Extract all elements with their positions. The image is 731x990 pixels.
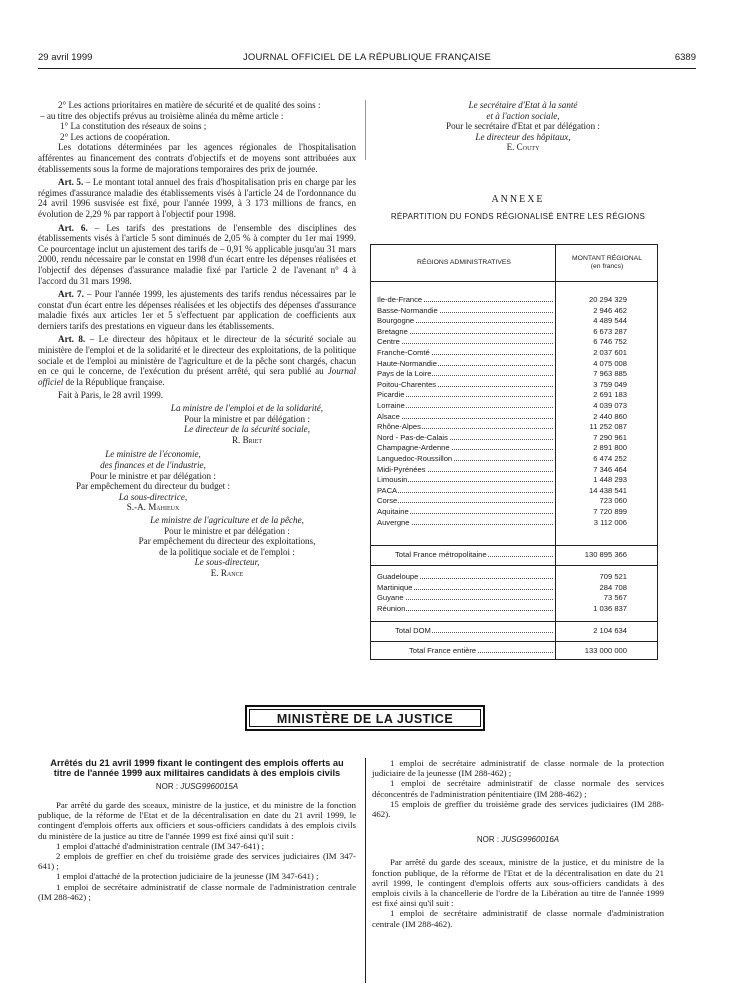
nor-code: JUSG9960015A: [180, 781, 239, 791]
bottom-right-column: [372, 758, 664, 929]
table-row: [371, 422, 657, 432]
row-value: 7 290 961: [593, 432, 627, 442]
signature-line: Pour le ministre et par délégation :: [164, 525, 290, 536]
signature-line: Par empêchement du directeur du budget :: [75, 481, 231, 492]
table-row: [371, 583, 657, 593]
row-label: [377, 422, 553, 431]
row-label-text: Total France entière: [409, 646, 477, 655]
row-label-text: Auvergne: [377, 517, 410, 527]
list-item: 1 emploi de secrétaire administratif de classe normale d'administration centrale (IM 288-462).: [372, 908, 664, 929]
row-label-text: Aquitaine: [377, 507, 409, 516]
row-label: [377, 507, 553, 516]
row-value: 20 294 329: [588, 295, 627, 304]
row-label-text: Corse: [377, 496, 398, 506]
table-row: [371, 486, 657, 496]
row-label: [409, 646, 553, 655]
list-item: 15 emplois de greffier du troisième grade des services judiciaires (IM 288-462).: [372, 798, 664, 820]
table-divider: [371, 621, 657, 622]
row-label: [377, 327, 553, 336]
row-label-text: Martinique: [377, 582, 413, 592]
signature-name: S.-A. Mahieux: [126, 502, 180, 513]
row-value: 130 895 366: [584, 550, 627, 559]
table-header: [557, 255, 657, 271]
row-value: 14 438 541: [588, 485, 627, 495]
left-column: [38, 100, 356, 579]
row-label: [395, 550, 553, 559]
row-label: [377, 295, 553, 304]
table-divider: [371, 565, 657, 566]
signature-line: La ministre de l'emploi et de la solidarité,: [170, 403, 324, 414]
row-label-text: Picardie: [377, 390, 405, 400]
row-value: 7 720 899: [593, 507, 627, 516]
signature-line: de la politique sociale et de l'emploi :: [159, 546, 295, 557]
row-label: [377, 390, 553, 399]
paragraph: 2° Les actions prioritaires en matière de sécurité et de qualité des soins :: [58, 100, 321, 110]
nor-prefix: NOR :: [476, 835, 502, 845]
signature-block: [38, 515, 356, 579]
signature-name: E. Couty: [506, 142, 540, 153]
signature-line: Le directeur de la sécurité sociale,: [184, 424, 310, 435]
row-label: [377, 306, 553, 315]
row-label-text: PACA: [377, 485, 398, 495]
article-7: [38, 289, 356, 331]
table-row: [371, 359, 657, 369]
row-label: [377, 572, 553, 581]
row-value: 2 037 601: [593, 348, 627, 357]
signature-line: Le ministre de l'économie,: [105, 449, 201, 460]
ministry-banner: [245, 705, 485, 731]
row-value: 4 489 544: [593, 316, 627, 326]
row-label: [377, 518, 553, 527]
article-text: de la République française.: [63, 376, 165, 387]
table-row: [371, 443, 657, 453]
signature-line: Le ministre de l'agriculture et de la pêche,: [150, 514, 304, 525]
table-row: [371, 518, 657, 528]
signature-block: [372, 100, 664, 153]
row-label-text: Total France métropolitaine: [395, 550, 487, 559]
row-label: [377, 443, 553, 452]
article-text: – Le montant total annuel des frais d'hospitalisation pris en charge par les régimes d'assurance maladie des établissements visés à l'article 24 de l'ordonnance du 24 avril 1996 susvisée est fixé, pour l'année 1999, à 3 173 millions de francs, en évolution de 2,29 % par rapport à l'objectif pour 1998.: [38, 177, 356, 219]
section-heading: Arrêtés du 21 avril 1999 fixant le contingent des emplois offerts au titre de l'année 1999 aux militaires candidats à des emplois civils: [50, 758, 344, 779]
row-label-text: Haute-Normandie: [377, 358, 437, 368]
row-label: [377, 359, 553, 368]
row-value: 7 963 885: [593, 369, 627, 379]
row-value: 7 346 464: [593, 464, 627, 474]
paragraph: Par arrêté du garde des sceaux, ministre de la justice, et du ministre de la fonction publique, de la réforme de l'Etat et de la décentralisation en date du 21 avril 1999, le contingent d'emplois offerts aux sous-officiers candidats à des emplois civils à la chancellerie de l'ordre de la Libération au titre de l'année 1999 est fixé ainsi qu'il suit :: [372, 857, 664, 909]
table-row-total: [371, 646, 657, 656]
row-label-text: Limousin: [377, 475, 408, 485]
article-label: Art. 7.: [58, 289, 84, 300]
table-row: [371, 507, 657, 517]
row-value: 11 252 087: [589, 422, 627, 432]
signature-name: E. Rance: [210, 567, 244, 578]
paragraph: Les dotations déterminées par les agences régionales de l'hospitalisation afférentes au financement des contrats d'objectifs et de moyens sont attribuées aux établissements sous la forme de majorations temporaires des prix de journée.: [38, 142, 356, 174]
row-label-text: Total DOM: [395, 626, 431, 635]
signature-line: Le sous-directeur,: [194, 557, 260, 568]
list-item: 1 emploi de secrétaire administratif de classe normale de l'administration centrale (IM 288-462) ;: [38, 881, 356, 902]
row-label: [377, 593, 553, 602]
table-row: [371, 496, 657, 506]
bottom-left-column: [38, 758, 356, 902]
list-item: 1 emploi de secrétaire administratif de classe normale des services déconcentrés de l'administration pénitentiaire (IM 288-462) ;: [372, 778, 664, 799]
row-label: [377, 465, 553, 474]
row-value: 4 075 008: [593, 358, 627, 368]
signature-line: Pour la ministre et par délégation :: [184, 413, 310, 424]
table-header-label: MONTANT RÉGIONAL: [572, 255, 642, 262]
row-label-text: Nord - Pas-de-Calais: [377, 432, 448, 442]
list-item: 1 emploi d'attaché de la protection judiciaire de la jeunesse (IM 347-641) ;: [56, 871, 319, 882]
regional-fund-table: [370, 244, 658, 660]
nor-reference: [38, 782, 356, 792]
row-label: [377, 348, 553, 357]
row-label-text: Réunion: [377, 603, 406, 613]
row-value: 2 440 860: [593, 411, 627, 421]
list-item: 2° Les actions de coopération.: [60, 131, 170, 142]
right-column: [372, 100, 664, 153]
signature-line: Pour le ministre et par délégation :: [90, 470, 216, 481]
table-row: [371, 380, 657, 390]
row-label: [377, 412, 553, 421]
row-label-text: Guyane: [377, 593, 404, 603]
row-value: 2 891 800: [593, 443, 627, 453]
table-row: [371, 327, 657, 337]
article-label: Art. 5.: [58, 177, 84, 188]
row-label: [377, 454, 553, 463]
table-row-total-metro: [371, 550, 657, 560]
table-row: [371, 593, 657, 603]
page-header: [38, 50, 696, 66]
table-row: [371, 465, 657, 475]
article-label: Art. 6.: [58, 222, 88, 233]
annex-subtitle: RÉPARTITION DU FONDS RÉGIONALISÉ ENTRE LES RÉGIONS: [390, 212, 646, 221]
row-label-text: Ile-de-France: [377, 295, 423, 304]
ministry-title: MINISTÈRE DE LA JUSTICE: [276, 712, 454, 726]
row-label: [377, 475, 553, 484]
table-row: [371, 390, 657, 400]
article-text: Journal officiel: [38, 366, 356, 387]
row-value: 3 759 049: [593, 379, 627, 389]
row-label-text: Bretagne: [377, 326, 408, 336]
table-row: [371, 433, 657, 443]
list-item: 2 emplois de greffier en chef du troisième grade des services judiciaires (IM 347-641) ;: [38, 851, 356, 872]
annex-title: ANNEXE: [491, 194, 545, 205]
row-label-text: Basse-Normandie: [377, 305, 438, 315]
row-label: [377, 496, 553, 505]
row-value: 723 060: [599, 496, 627, 506]
article-6: [38, 223, 356, 287]
table-row: [371, 572, 657, 582]
row-value: 1 036 837: [593, 603, 627, 613]
header-date: 29 avril 1999: [38, 52, 93, 63]
nor-prefix: NOR :: [155, 781, 181, 791]
row-label-text: Lorraine: [377, 401, 405, 410]
nor-reference: [372, 835, 664, 845]
signature-line: Le directeur des hôpitaux,: [475, 131, 571, 142]
row-label-text: Bourgogne: [377, 316, 415, 326]
table-header: RÉGIONS ADMINISTRATIVES: [417, 259, 511, 266]
table-divider: [371, 545, 657, 546]
row-value: 709 521: [599, 572, 627, 581]
nor-code: JUSG9960016A: [501, 835, 560, 845]
article-text: – Pour l'année 1999, les ajustements des tarifs rendus nécessaires par le constat d'un écart entre les dépenses réalisées et les objectifs des dépenses d'assurance maladie fixés aux articles 1er et 5 s'effectuent par application de coefficients aux derniers tarifs des prestations en vigueur dans les établissements.: [38, 289, 357, 331]
row-value: 1 448 293: [593, 475, 627, 485]
row-label: [377, 486, 553, 495]
table-row: [371, 369, 657, 379]
row-label: [377, 604, 553, 613]
table-header-unit: (en francs): [590, 263, 624, 270]
table-row: [371, 475, 657, 485]
row-label: [395, 626, 553, 635]
paragraph: Par arrêté du garde des sceaux, ministre de la justice, et du ministre de la fonction publique, de la réforme de l'Etat et de la décentralisation en date du 21 avril 1999, le contingent d'emplois offerts aux officiers et sous-officiers candidats à des emplois civils du ministère de la justice au titre de l'année 1999 est fixé ainsi qu'il suit :: [38, 800, 356, 841]
column-divider: [365, 758, 366, 983]
article-text: – Le directeur des hôpitaux et le directeur de la sécurité sociale au ministère de l'emploi et de la solidarité et le directeur des exploitations, de la politique sociale et de l'emploi au ministère de l'agriculture et de la pêche sont chargés, chacun en ce qui le concerne, de l'exécution du présent arrêté, qui sera publié au: [38, 334, 357, 377]
row-label: [377, 401, 553, 410]
table-divider: [371, 281, 657, 282]
row-value: 2 104 634: [593, 626, 627, 635]
row-value: 73 567: [603, 593, 627, 603]
signature-line: La sous-directrice,: [118, 491, 188, 502]
table-row: [371, 412, 657, 422]
row-label-text: Languedoc-Roussillon: [377, 454, 453, 463]
article-5: [38, 177, 356, 219]
list-item: 1 emploi d'attaché d'administration centrale (IM 347-641) ;: [56, 840, 265, 851]
row-label: [377, 369, 553, 378]
row-value: 3 112 006: [593, 517, 627, 527]
row-label-text: Pays de la Loire: [377, 369, 432, 379]
list-item: 1 emploi de secrétaire administratif de classe normale de la protection judiciaire de la jeunesse (IM 288-462) ;: [372, 758, 664, 779]
header-rule: [38, 68, 696, 69]
table-row: [371, 306, 657, 316]
article-text: – Les tarifs des prestations de l'ensemble des disciplines des établissements visés à l'article 5 sont diminués de 2,05 % à compter du 1er mai 1999. Ce pourcentage inclut un ajustement des tarifs de – 0,91 % applicable jusqu'au 31 mars 2000, rendu nécessaire par le constat en 1998 d'un écart entre les dépenses réalisées et l'objectif des dépenses d'assurance maladie fixé par l'article 2 de l'avenant n° 4 à l'accord du 31 mars 1998.: [38, 222, 356, 286]
list-item: 1° La constitution des réseaux de soins ;: [60, 121, 207, 132]
row-value: 6 673 287: [593, 326, 627, 336]
row-label-text: Champagne-Ardenne: [377, 443, 450, 453]
table-row: [371, 604, 657, 614]
table-row-total-dom: [371, 626, 657, 636]
table-row: [371, 454, 657, 464]
row-value: 4 039 073: [593, 401, 627, 410]
article-8: [38, 334, 356, 387]
header-title: JOURNAL OFFICIEL DE LA RÉPUBLIQUE FRANÇAISE: [242, 52, 492, 63]
table-row: [371, 401, 657, 411]
signature-line: Par empêchement du directeur des exploitations,: [138, 536, 316, 547]
signature-block: [38, 449, 268, 513]
table-row: [371, 337, 657, 347]
signature-line: Pour le secrétaire d'Etat et par délégation :: [446, 121, 600, 132]
header-page-number: 6389: [674, 52, 696, 63]
row-value: 2 946 462: [593, 305, 627, 315]
signature-line: Le secrétaire d'Etat à la santé: [468, 100, 578, 110]
list-item: – au titre des objectifs prévus au troisième alinéa du même article :: [40, 110, 284, 121]
row-value: 2 691 183: [593, 390, 627, 400]
table-divider: [371, 641, 657, 642]
row-label: [377, 380, 553, 389]
row-label: [377, 316, 553, 325]
signature-block: [38, 403, 356, 445]
row-value: 6 746 752: [593, 337, 627, 347]
row-label: [377, 583, 553, 592]
table-row: [371, 295, 657, 305]
row-value: 6 474 252: [593, 454, 627, 463]
row-label: [377, 337, 553, 346]
signature-name: R. Briet: [231, 434, 262, 445]
column-divider: [365, 100, 366, 160]
row-value: 284 708: [599, 582, 627, 592]
row-label-text: Guadeloupe: [377, 572, 419, 581]
row-label-text: Poitou-Charentes: [377, 379, 437, 389]
row-label-text: Centre: [377, 337, 400, 347]
row-label-text: Alsace: [377, 411, 400, 421]
row-value: 133 000 000: [584, 646, 627, 655]
row-label-text: Rhône-Alpes: [377, 422, 421, 432]
row-label-text: Midi-Pyrénées: [377, 464, 426, 474]
signature-line: des finances et de l'industrie,: [100, 460, 206, 470]
row-label-text: Franche-Comté: [377, 348, 430, 357]
table-row: [371, 316, 657, 326]
article-label: Art. 8.: [58, 334, 86, 345]
signature-date: Fait à Paris, le 28 avril 1999.: [58, 390, 164, 401]
table-row: [371, 348, 657, 358]
row-label: [377, 433, 553, 442]
signature-line: et à l'action sociale,: [486, 110, 560, 121]
